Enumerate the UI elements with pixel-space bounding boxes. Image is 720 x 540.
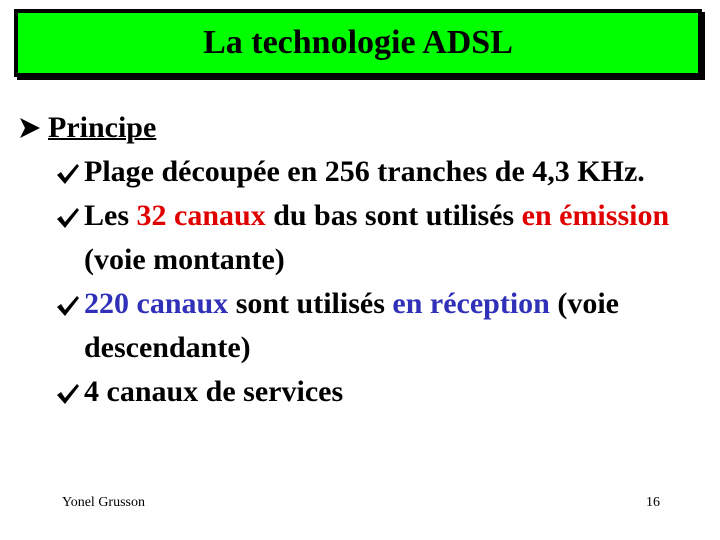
page-number: 16 xyxy=(646,495,660,510)
list-item xyxy=(56,150,708,194)
list-item xyxy=(56,282,708,370)
list-item xyxy=(56,194,708,282)
list-item-text: 4 canaux de services xyxy=(84,375,344,408)
footer-author: Yonel Grusson xyxy=(62,495,145,510)
slide-content xyxy=(18,106,708,414)
checkmark-icon xyxy=(56,194,84,238)
title-bar xyxy=(14,9,702,77)
list-item-text: 220 canaux sont utilisés en réception (voie descendante) xyxy=(84,287,619,364)
checkmark-icon xyxy=(56,282,84,326)
checkmark-icon xyxy=(56,150,84,194)
arrow-right-icon xyxy=(18,106,48,150)
list-item-text: Plage découpée en 256 tranches de 4,3 KHz. xyxy=(84,155,645,188)
list-item xyxy=(56,370,708,414)
slide-title: La technologie ADSL xyxy=(203,24,513,61)
list-item-text: Les 32 canaux du bas sont utilisés en émission (voie montante) xyxy=(84,199,670,276)
checkmark-icon xyxy=(56,370,84,414)
section-label: Principe xyxy=(48,111,157,144)
section-heading xyxy=(18,106,708,150)
